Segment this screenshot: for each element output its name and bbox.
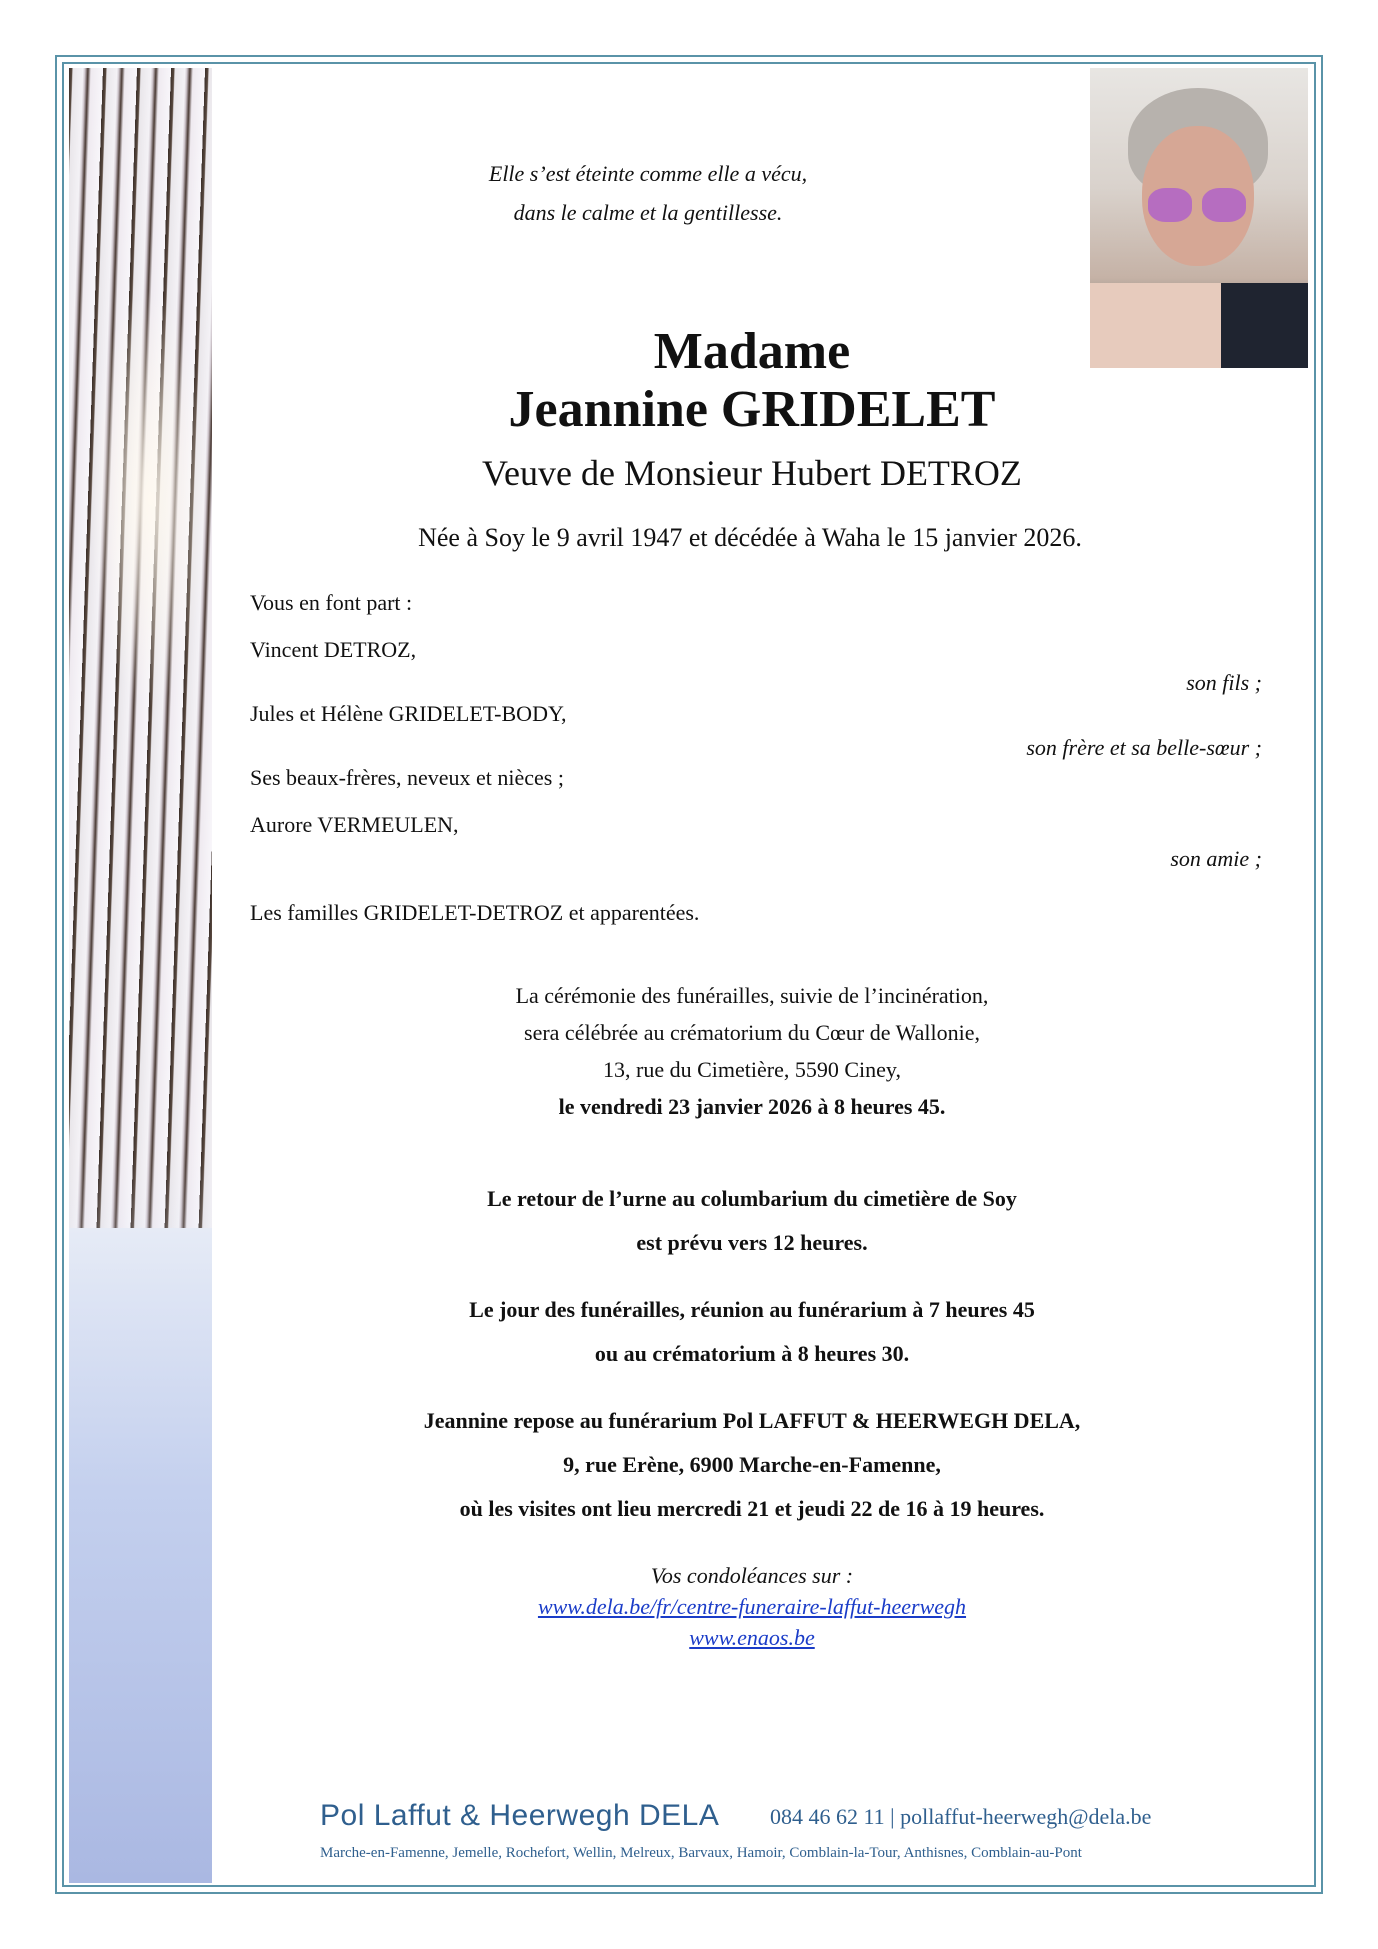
- mourner-relation: son amie ;: [1170, 846, 1262, 871]
- widow-of: Veuve de Monsieur Hubert DETROZ: [482, 453, 1022, 493]
- towns-list: Marche-en-Famenne, Jemelle, Rochefort, Wellin, Melreux, Barvaux, Hamoir, Comblain-la-Tour, Anthisnes, Comblain-au-Pont: [320, 1845, 1082, 1861]
- urn-line: Le retour de l’urne au columbarium du cimetière de Soy: [487, 1186, 1017, 1211]
- mourners-intro: Vous en font part :: [250, 590, 413, 615]
- condolences-link-dela[interactable]: www.dela.be/fr/centre-funeraire-laffut-heerwegh: [537, 1594, 967, 1619]
- mourner-name: Vincent DETROZ,: [250, 637, 417, 662]
- mourner-relation: son fils ;: [1186, 670, 1262, 695]
- mourner-name: Aurore VERMEULEN,: [250, 812, 459, 837]
- brand-logo: Pol Laffut & Heerwegh DELA: [320, 1799, 720, 1832]
- deceased-name: Jeannine GRIDELET: [508, 381, 996, 438]
- meeting-block: [312, 1288, 1192, 1376]
- epigraph: [212, 154, 1084, 232]
- visits-line: 9, rue Erène, 6900 Marche-en-Famenne,: [563, 1452, 941, 1477]
- meeting-line: Le jour des funérailles, réunion au funérarium à 7 heures 45: [469, 1297, 1035, 1322]
- ceremony-block: [312, 977, 1192, 1125]
- ceremony-date: le vendredi 23 janvier 2026 à 8 heures 45.: [558, 1094, 946, 1119]
- deceased-name-block: [312, 323, 1192, 439]
- honorific: Madame: [653, 323, 851, 380]
- ceremony-line: La cérémonie des funérailles, suivie de l’incinération,: [515, 983, 989, 1008]
- contact-info: 084 46 62 11 | pollaffut-heerwegh@dela.be: [770, 1804, 1152, 1829]
- birth-death-dates: Née à Soy le 9 avril 1947 et décédée à Waha le 15 janvier 2026.: [418, 523, 1082, 552]
- ceremony-line: sera célébrée au crématorium du Cœur de Wallonie,: [524, 1020, 980, 1045]
- families-line: Les familles GRIDELET-DETROZ et apparentées.: [250, 900, 700, 925]
- mourners-list: [250, 590, 1262, 925]
- urn-line: est prévu vers 12 heures.: [636, 1230, 868, 1255]
- mourner-name: Jules et Hélène GRIDELET-BODY,: [250, 701, 567, 726]
- mourner-relation: son frère et sa belle-sœur ;: [1026, 735, 1262, 760]
- visits-line: où les visites ont lieu mercredi 21 et jeudi 22 de 16 à 19 heures.: [459, 1496, 1045, 1521]
- condolences-block: [312, 1560, 1192, 1653]
- ceremony-line: 13, rue du Cimetière, 5590 Ciney,: [603, 1057, 901, 1082]
- winter-forest-image: [69, 68, 212, 1883]
- condolences-title: Vos condoléances sur :: [650, 1563, 854, 1588]
- epigraph-line-1: Elle s’est éteinte comme elle a vécu,: [488, 161, 808, 186]
- snowy-path: [69, 1228, 212, 1883]
- visits-block: [312, 1399, 1192, 1531]
- urn-block: [312, 1177, 1192, 1265]
- epigraph-line-2: dans le calme et la gentillesse.: [513, 200, 783, 225]
- visits-line: Jeannine repose au funérarium Pol LAFFUT & HEERWEGH DELA,: [423, 1408, 1081, 1433]
- meeting-line: ou au crématorium à 8 heures 30.: [594, 1341, 910, 1366]
- condolences-link-enaos[interactable]: www.enaos.be: [689, 1625, 815, 1650]
- light-glow: [89, 288, 209, 708]
- mourner-name: Ses beaux-frères, neveux et nièces ;: [250, 765, 564, 790]
